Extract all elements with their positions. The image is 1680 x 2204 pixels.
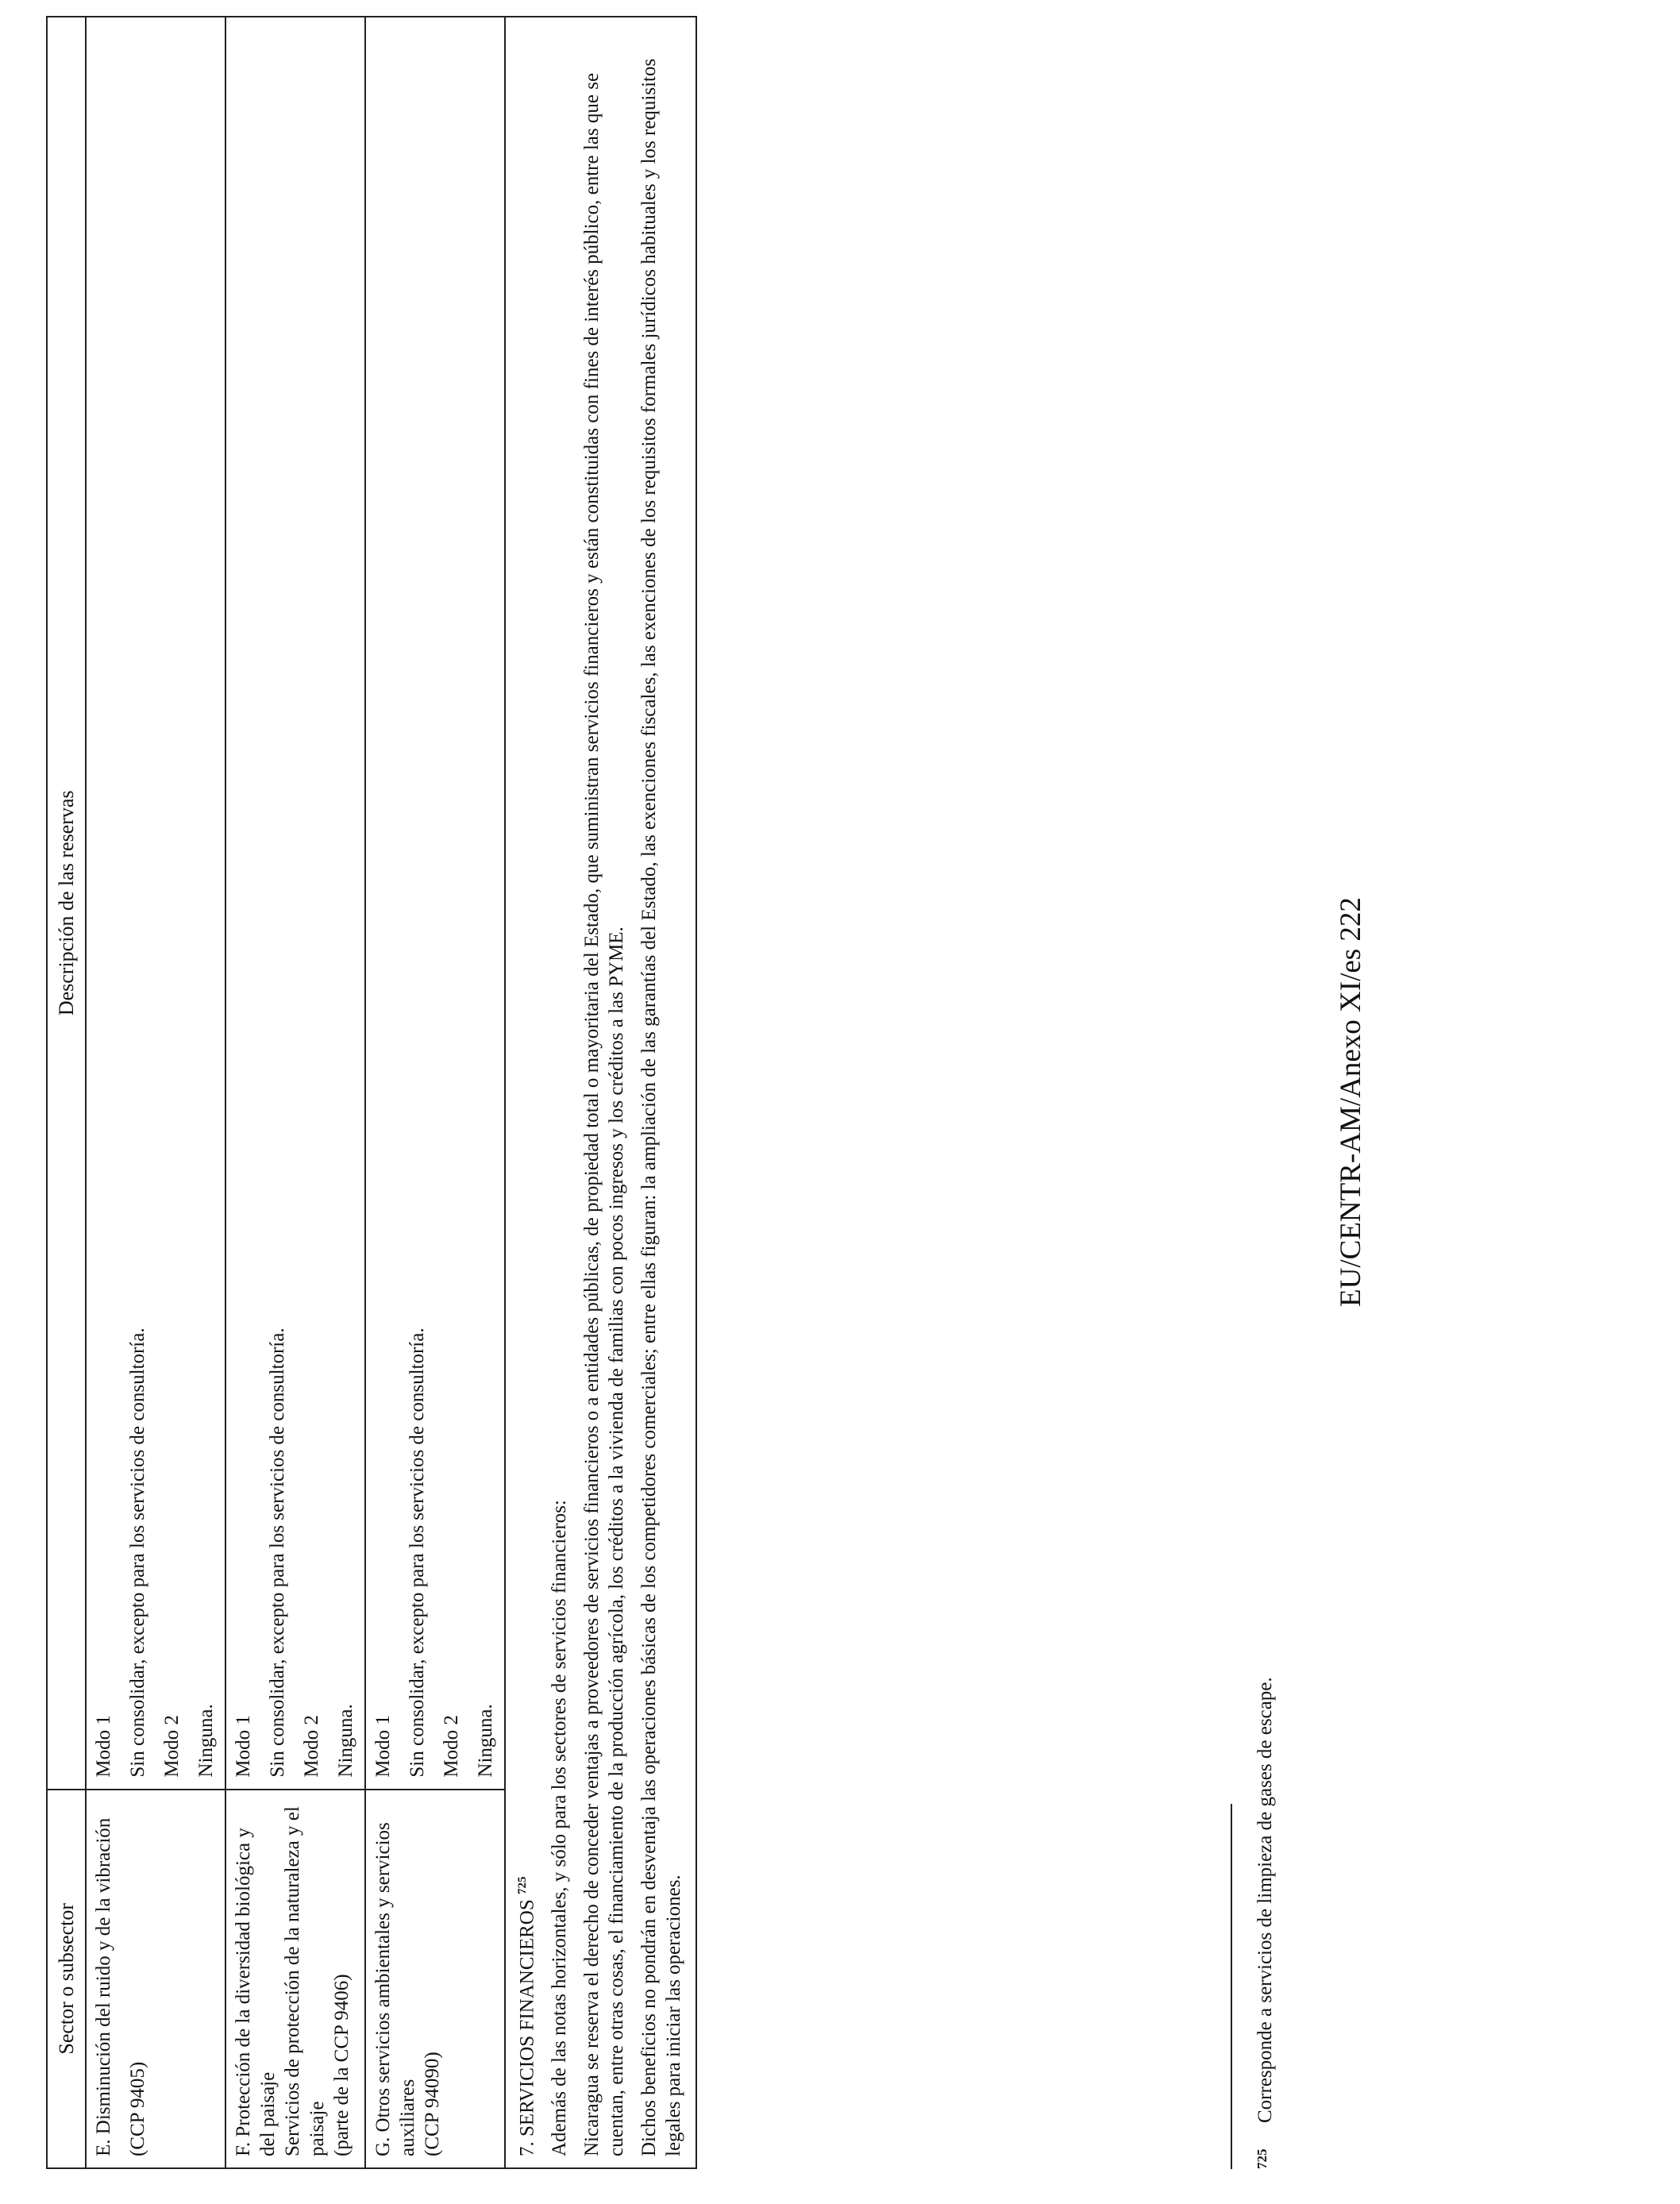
mode-reservation: Ninguna. xyxy=(335,1704,356,1778)
financial-services-cell xyxy=(505,17,696,2168)
mode-label: Modo 2 xyxy=(441,1715,462,1778)
sector-name: G. Otros servicios ambientales y servicios auxiliares xyxy=(372,1822,418,2156)
sector-cell xyxy=(86,1790,225,2168)
sector-cell xyxy=(365,1790,505,2168)
table-header-row xyxy=(47,17,86,2168)
sector-code: (CCP 94090) xyxy=(422,2052,443,2156)
description-cell xyxy=(225,17,365,1790)
mode-label: Modo 2 xyxy=(301,1715,322,1778)
header-description: Descripción de las reservas xyxy=(47,17,86,1790)
sector-cell xyxy=(225,1790,365,2168)
mode-reservation: Sin consolidar, excepto para los servicios de consultoría. xyxy=(407,1327,428,1778)
mode-reservation: Sin consolidar, excepto para los servicios de consultoría. xyxy=(267,1327,288,1778)
mode-label: Modo 1 xyxy=(372,1715,394,1778)
sector-code: (CCP 9405) xyxy=(127,2061,148,2156)
section-title: 7. SERVICIOS FINANCIEROS $^{725}$ xyxy=(516,1876,538,2156)
sector-subname: Servicios de protección de la naturaleza y el paisaje xyxy=(282,1806,328,2156)
footnote-reference: 725 xyxy=(516,1876,529,1895)
mode-label: Modo 1 xyxy=(93,1715,114,1778)
reservations-table xyxy=(46,16,697,2169)
section-paragraph: Nicaragua se reserva el derecho de conceder ventajas a proveedores de servicios financieros o a entidades públicas, de propiedad total o mayoritaria del Estado, que suministran servicios financieros y están constituidas con fines de interés público, entre las que se cuentan, entre otras cosas, el financiamiento de la producción agrícola, los créditos a la vivienda de familias con pocos ingresos y los créditos a las PYME. xyxy=(581,72,628,2156)
footnote-number: 725 xyxy=(1254,2148,1270,2169)
section-paragraph: Dichos beneficios no pondrán en desventaja las operaciones básicas de los competidores comerciales; entre ellas figuran: la ampliación de las garantías del Estado, las exenciones fiscales, las exenciones de los requisitos formales jurídicos habituales y los requisitos legales para iniciar las operaciones. xyxy=(638,58,685,2156)
description-cell xyxy=(86,17,225,1790)
mode-reservation: Ninguna. xyxy=(475,1704,496,1778)
footnote-divider xyxy=(1231,1804,1232,2169)
page-footer-reference: EU/CENTR-AM/Anexo XI/es 222 xyxy=(1335,897,1367,1307)
table-row xyxy=(365,17,505,2168)
mode-label: Modo 2 xyxy=(161,1715,183,1778)
table-row xyxy=(86,17,225,2168)
footnote xyxy=(1254,1677,1277,2169)
sector-code: (parte de la CCP 9406) xyxy=(331,1974,353,2156)
header-sector: Sector o subsector xyxy=(47,1790,86,2168)
mode-label: Modo 1 xyxy=(233,1715,254,1778)
mode-reservation: Ninguna. xyxy=(195,1704,217,1778)
sector-name: E. Disminución del ruido y de la vibración xyxy=(93,1817,114,2156)
sector-name: F. Protección de la diversidad biológica y del paisaje xyxy=(233,1828,279,2156)
mode-reservation: Sin consolidar, excepto para los servicios de consultoría. xyxy=(127,1327,148,1778)
section-row xyxy=(505,17,696,2168)
footnote-text: Corresponde a servicios de limpieza de gases de escape. xyxy=(1254,1677,1276,2123)
table-row xyxy=(225,17,365,2168)
section-paragraph: Además de las notas horizontales, y sólo para los sectores de servicios financieros: xyxy=(549,1500,571,2156)
description-cell xyxy=(365,17,505,1790)
